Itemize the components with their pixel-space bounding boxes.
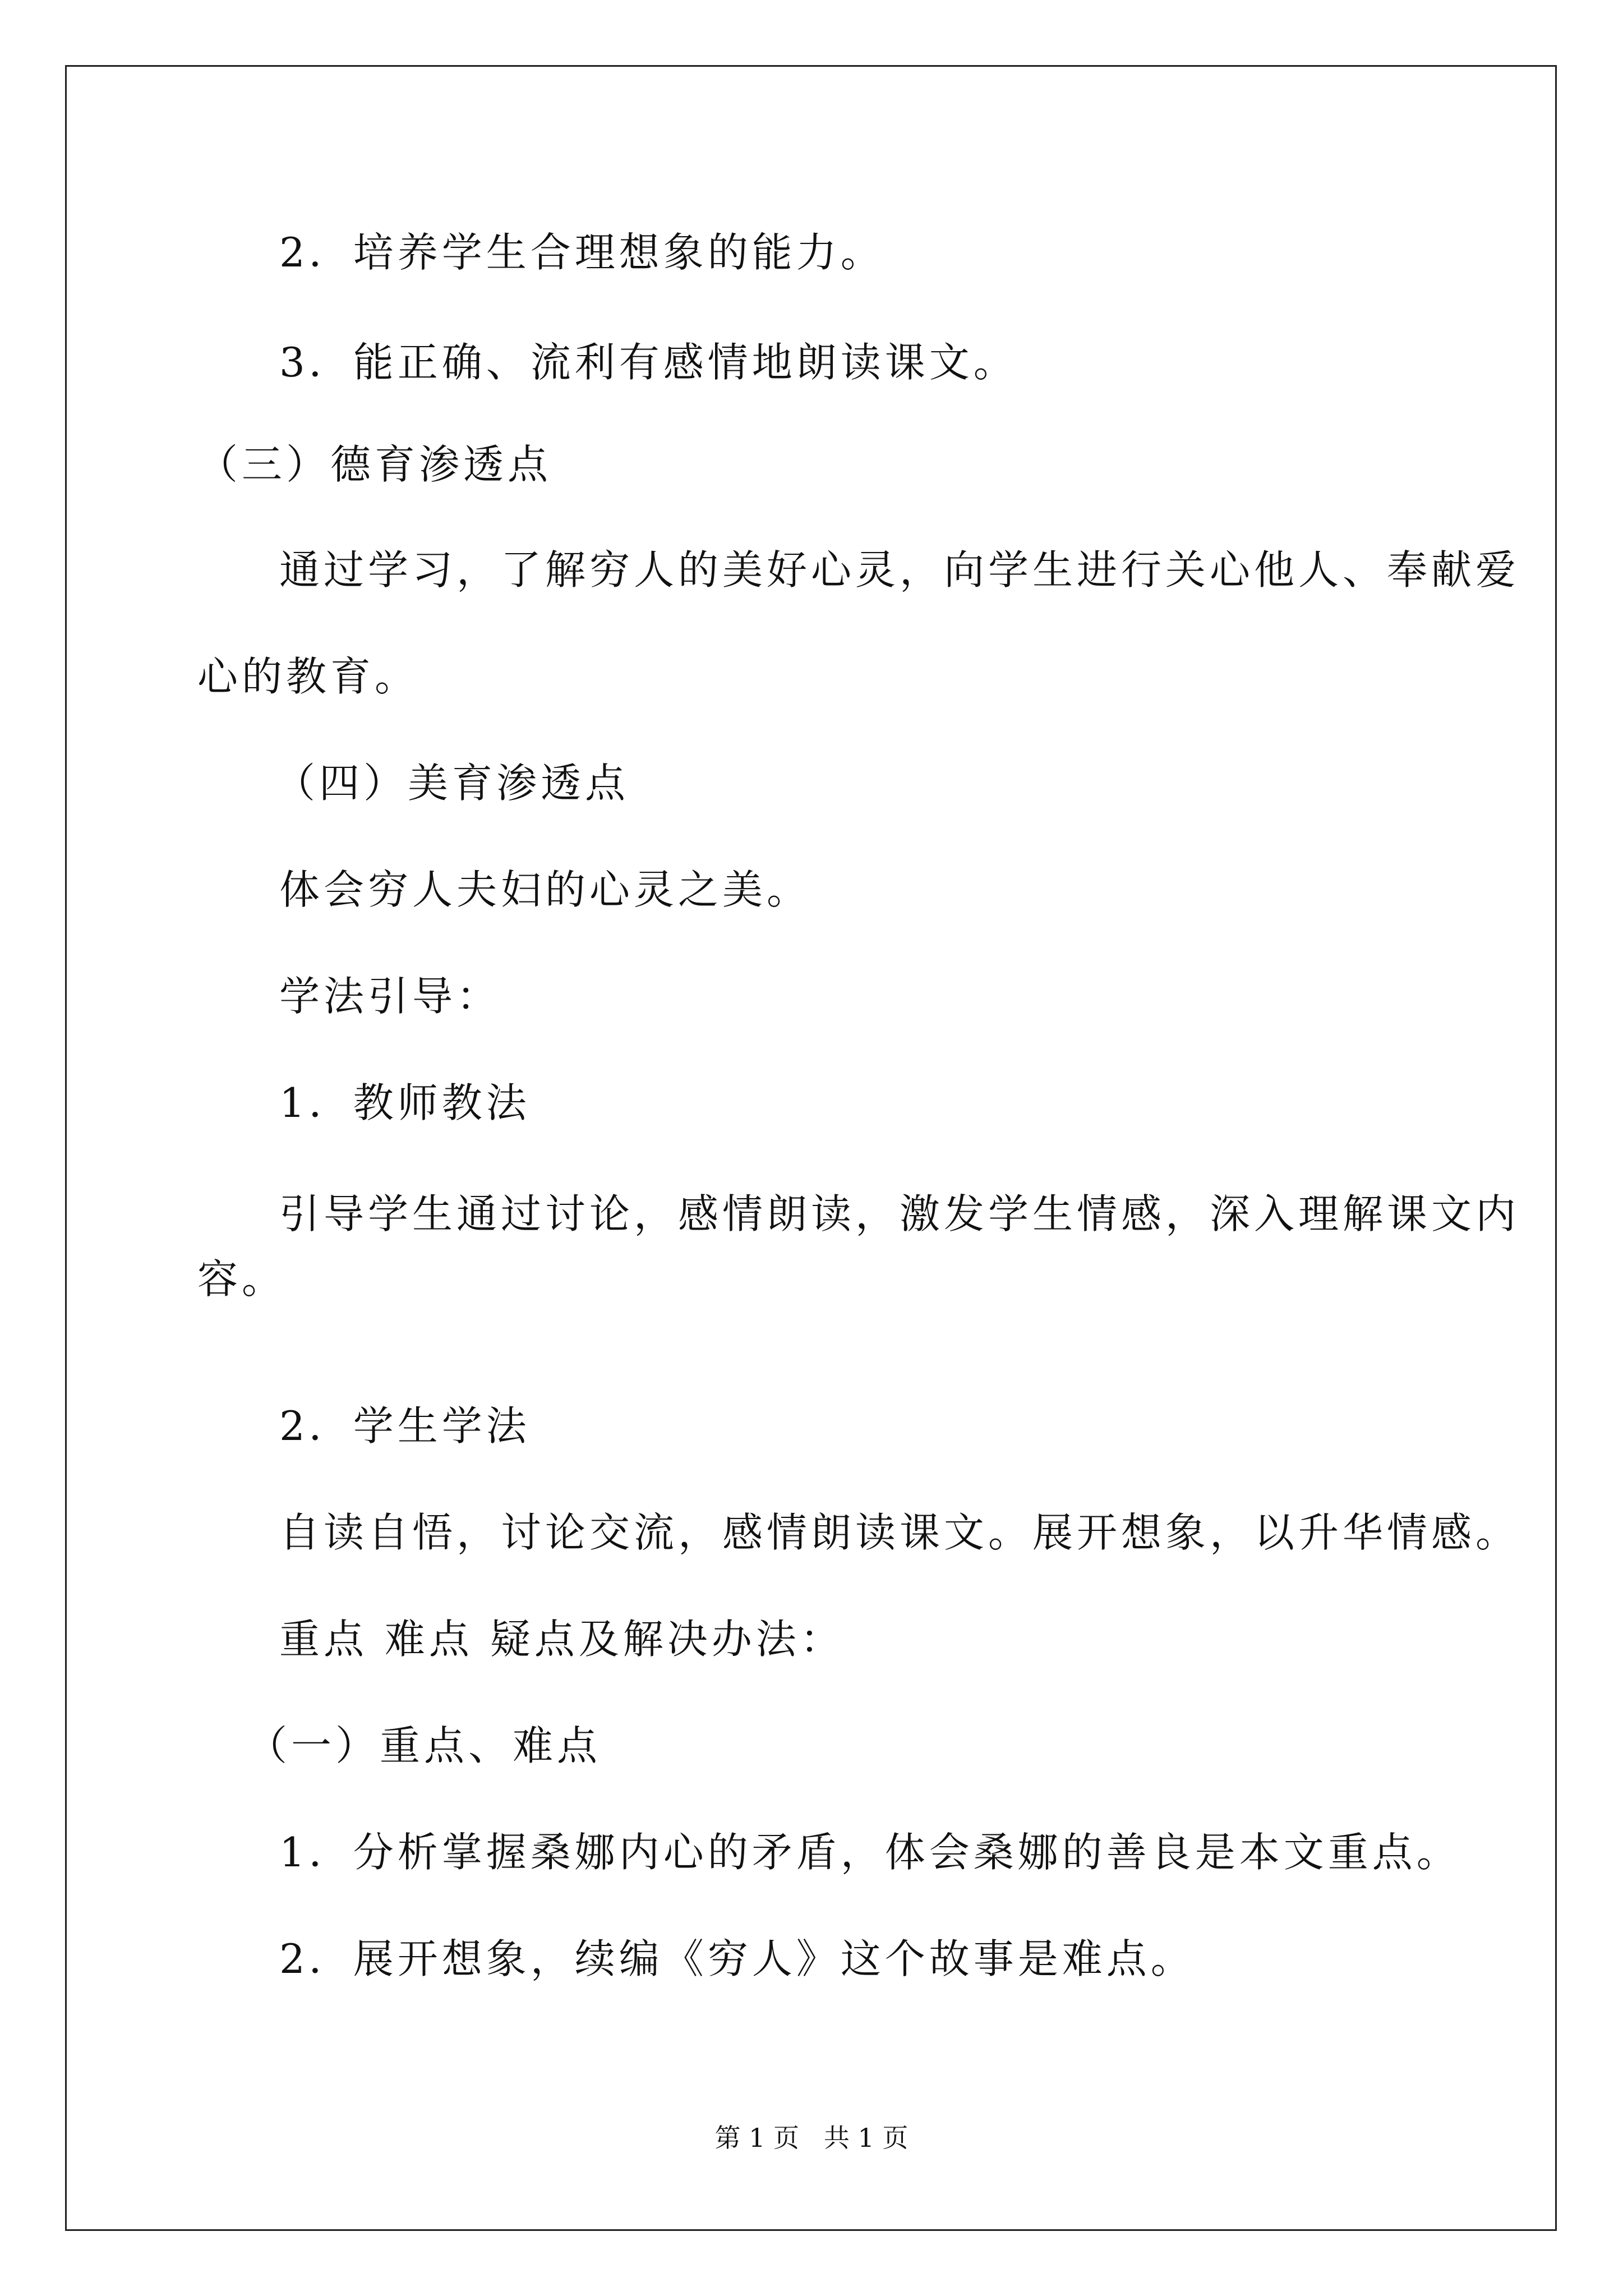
page-border — [65, 65, 1557, 2231]
text-line: 容。 — [197, 1255, 287, 1303]
text-line: 2．培养学生合理想象的能力。 — [279, 229, 885, 276]
text-line: 自读自悟，讨论交流，感情朗读课文。展开想象，以升华情感。 — [279, 1509, 1520, 1556]
section-heading: （三）德育渗透点 — [197, 441, 552, 488]
section-heading: （一）重点、难点 — [247, 1722, 602, 1769]
text-line: 1．教师教法 — [279, 1079, 531, 1126]
text-line: 1．分析掌握桑娜内心的矛盾，体会桑娜的善良是本文重点。 — [279, 1829, 1461, 1876]
text-line: 心的教育。 — [197, 653, 419, 700]
text-line: 3．能正确、流利有感情地朗读课文。 — [279, 339, 1018, 386]
text-line: 体会穷人夫妇的心灵之美。 — [279, 866, 811, 913]
text-line: 2．展开想象，续编《穷人》这个故事是难点。 — [279, 1935, 1195, 1982]
text-line: 2．学生学法 — [279, 1402, 531, 1450]
text-line: 学法引导： — [279, 973, 501, 1020]
page-footer: 第 1 页 共 1 页 — [714, 2123, 909, 2153]
text-line: 引导学生通过讨论，感情朗读，激发学生情感，深入理解课文内 — [279, 1190, 1520, 1237]
text-line: 重点 难点 疑点及解决办法： — [279, 1616, 845, 1663]
text-line: 通过学习，了解穷人的美好心灵，向学生进行关心他人、奉献爱 — [279, 546, 1520, 593]
section-heading: （四）美育渗透点 — [275, 760, 630, 807]
